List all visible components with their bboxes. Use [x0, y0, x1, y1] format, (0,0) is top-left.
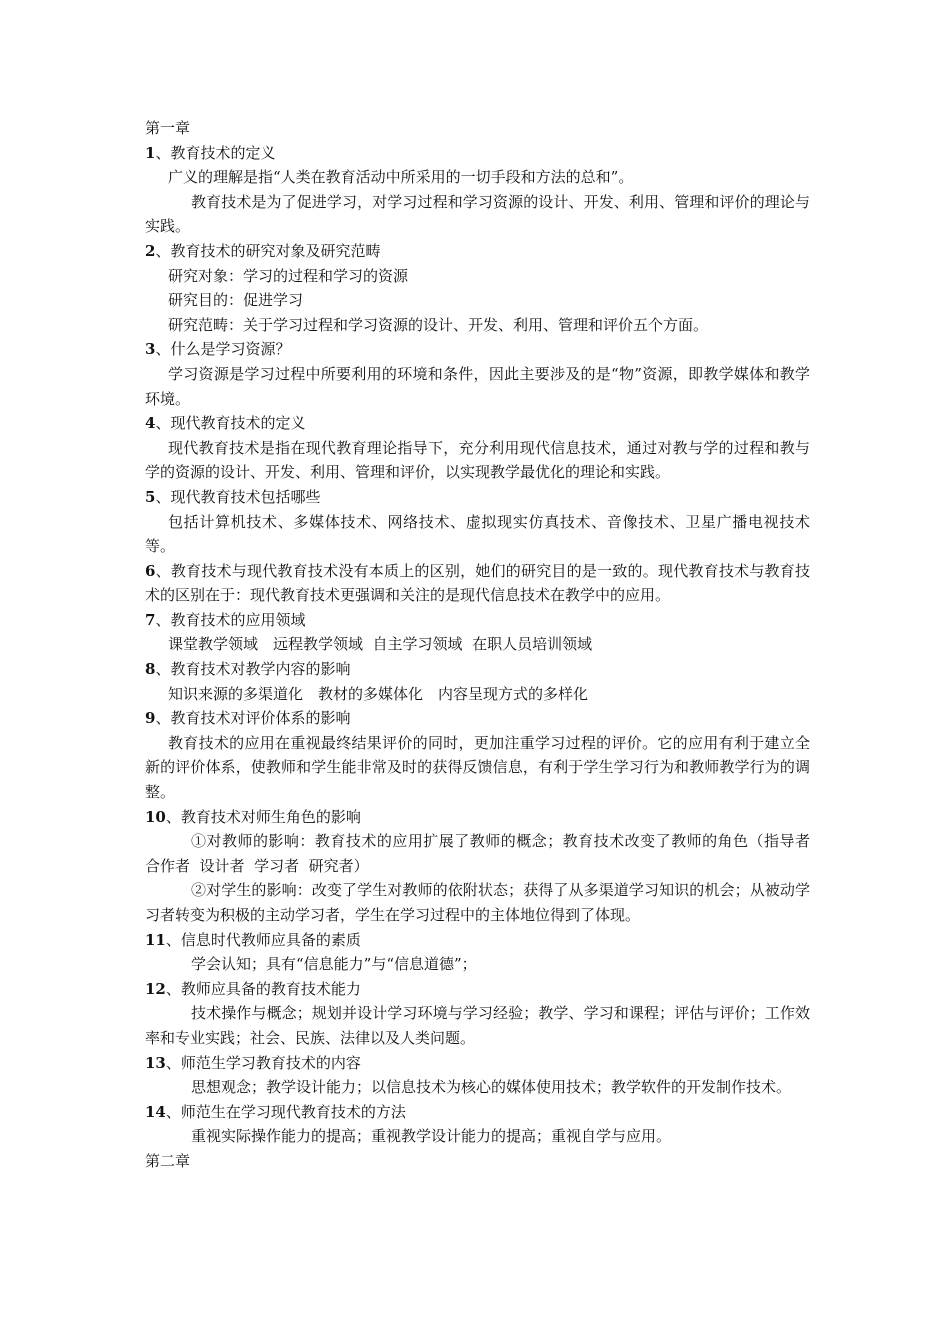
section-title: 、教育技术对教学内容的影响 [155, 660, 351, 679]
paragraph: ②对学生的影响：改变了学生对教师的依附状态；获得了从多渠道学习知识的机会；从被动学习者转变为积极的主动学习者，学生在学习过程中的主体地位得到了体现。 [145, 881, 810, 924]
section-heading [145, 239, 810, 264]
paragraph: 课堂教学领域 远程教学领域 自主学习领域 在职人员培训领域 [168, 635, 593, 654]
section-number: 10 [145, 807, 166, 826]
section-title: 、师范生学习教育技术的内容 [165, 1053, 361, 1072]
section-title: 、信息时代教师应具备的素质 [165, 930, 361, 949]
section-title: 、现代教育技术包括哪些 [155, 487, 321, 506]
section-title: 、教育技术对评价体系的影响 [155, 709, 351, 728]
paragraph: 重视实际操作能力的提高；重视教学设计能力的提高；重视自学与应用。 [191, 1127, 672, 1146]
paragraph: 包括计算机技术、多媒体技术、网络技术、虚拟现实仿真技术、音像技术、卫星广播电视技术等。 [145, 512, 810, 556]
section-title: 、师范生在学习现代教育技术的方法 [165, 1102, 406, 1121]
section-number: 13 [145, 1053, 166, 1072]
section-title: 、教育技术的研究对象及研究范畴 [155, 241, 381, 260]
section-heading [145, 559, 810, 608]
section-title: 、什么是学习资源？ [155, 340, 291, 359]
section-heading [145, 977, 810, 1002]
chapter-heading: 第一章 [145, 119, 191, 137]
section-heading [145, 805, 810, 830]
section-heading [145, 608, 810, 633]
section-number: 12 [145, 979, 166, 998]
section-number: 3 [145, 340, 156, 359]
section-number: 14 [145, 1102, 166, 1121]
section-number: 4 [145, 414, 156, 433]
paragraph: 研究目的：促进学习 [168, 291, 304, 310]
section-title: 、教育技术对师生角色的影响 [165, 807, 361, 826]
paragraph: 知识来源的多渠道化 教材的多媒体化 内容呈现方式的多样化 [168, 684, 589, 703]
chapter-heading: 第二章 [145, 1151, 191, 1170]
paragraph: 教育技术是为了促进学习，对学习过程和学习资源的设计、开发、利用、管理和评价的理论与实践。 [145, 192, 810, 236]
section-title: 、现代教育技术的定义 [155, 414, 306, 433]
section-number: 9 [145, 709, 156, 728]
section-heading [145, 657, 810, 682]
section-title: 、教育技术的应用领域 [155, 610, 306, 629]
document-body [145, 116, 820, 1174]
section-heading [145, 411, 810, 436]
section-heading [145, 337, 810, 362]
paragraph: 研究对象：学习的过程和学习的资源 [168, 266, 409, 285]
section-number: 8 [145, 660, 156, 679]
section-number: 2 [145, 241, 156, 260]
section-heading [145, 485, 810, 510]
section-title: 、教师应具备的教育技术能力 [165, 979, 361, 998]
section-heading [145, 141, 810, 166]
paragraph: 现代教育技术是指在现代教育理论指导下，充分利用现代信息技术，通过对教与学的过程和教与学的资源的设计、开发、利用、管理和评价，以实现教学最优化的理论和实践。 [145, 438, 810, 482]
paragraph: 学会认知；具有“信息能力”与“信息道德”； [191, 955, 477, 974]
paragraph: 广义的理解是指“人类在教育活动中所采用的一切手段和方法的总和”。 [168, 168, 634, 187]
section-heading [145, 928, 810, 953]
paragraph: ①对教师的影响：教育技术的应用扩展了教师的概念；教育技术改变了教师的角色（指导者 合作者 设计者 学习者 研究者） [145, 832, 820, 875]
section-heading [145, 706, 810, 731]
section-number: 6 [145, 561, 156, 580]
section-number: 5 [145, 487, 156, 506]
paragraph: 研究范畴：关于学习过程和学习资源的设计、开发、利用、管理和评价五个方面。 [168, 315, 709, 334]
section-title: 、教育技术与现代教育技术没有本质上的区别，她们的研究目的是一致的。现代教育技术与教育技术的区别在于：现代教育技术更强调和关注的是现代信息技术在教学中的应用。 [145, 561, 810, 605]
paragraph: 思想观念；教学设计能力；以信息技术为核心的媒体使用技术；教学软件的开发制作技术。 [191, 1078, 792, 1097]
section-heading [145, 1100, 810, 1125]
section-title: 、教育技术的定义 [155, 143, 276, 162]
section-number: 1 [145, 143, 156, 162]
section-number: 11 [145, 930, 166, 949]
paragraph: 教育技术的应用在重视最终结果评价的同时，更加注重学习过程的评价。它的应用有利于建立全新的评价体系，使教师和学生能非常及时的获得反馈信息，有利于学生学习行为和教师教学行为的调整。 [145, 733, 810, 802]
section-number: 7 [145, 610, 156, 629]
paragraph: 学习资源是学习过程中所要利用的环境和条件，因此主要涉及的是“物”资源，即教学媒体和教学环境。 [145, 364, 810, 408]
paragraph: 技术操作与概念；规划并设计学习环境与学习经验；教学、学习和课程；评估与评价；工作效率和专业实践；社会、民族、法律以及人类问题。 [145, 1004, 810, 1047]
section-heading [145, 1051, 810, 1076]
